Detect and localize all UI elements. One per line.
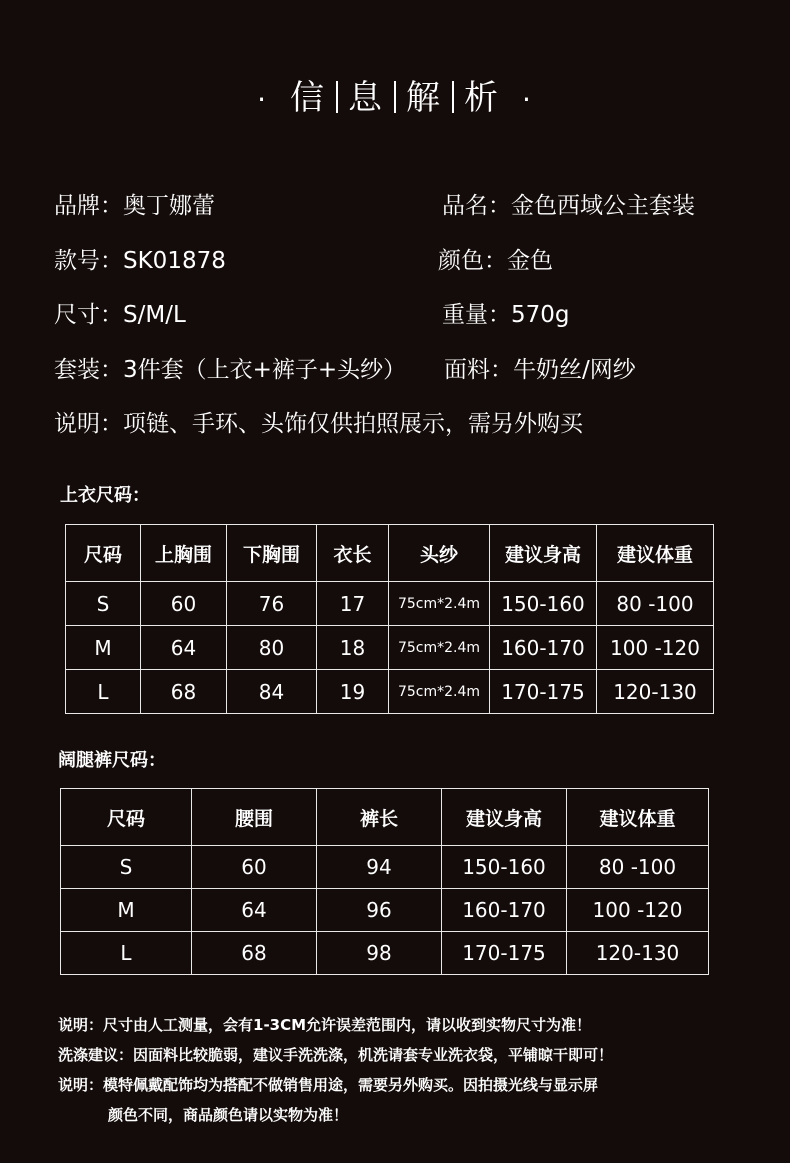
header-cell: 下胸围: [227, 525, 317, 582]
table-header-row: [66, 525, 714, 582]
table-cell: M: [66, 626, 141, 670]
header-cell: 建议体重: [597, 525, 714, 582]
table-cell: 60: [141, 582, 227, 626]
table-cell: 160-170: [490, 626, 597, 670]
note-color: 颜色不同，商品颜色请以实物为准！: [108, 1106, 349, 1124]
title-dot-left: ·: [257, 83, 268, 116]
info-weight: 重量：570g: [442, 302, 570, 328]
header-cell: 上胸围: [141, 525, 227, 582]
table-cell: L: [66, 670, 141, 714]
top-size-table: [65, 524, 714, 714]
header-cell: 尺码: [66, 525, 141, 582]
note-accessories: 说明：模特佩戴配饰均为搭配不做销售用途，需要另外购买。因拍摄光线与显示屏: [58, 1076, 599, 1094]
table-cell: S: [66, 582, 141, 626]
table-cell: 96: [317, 889, 442, 932]
table-cell: 170-175: [490, 670, 597, 714]
note-measurement: 说明：尺寸由人工测量，会有1-3CM允许误差范围内，请以收到实物尺寸为准！: [58, 1016, 592, 1034]
info-fabric: 面料：牛奶丝/网纱: [444, 357, 636, 383]
table-cell: 94: [317, 846, 442, 889]
info-model: 款号：SK01878: [54, 248, 226, 274]
table-row: [66, 626, 714, 670]
table-row: [61, 889, 709, 932]
table-cell: 19: [317, 670, 389, 714]
table-cell: 60: [192, 846, 317, 889]
header-cell: 尺码: [61, 789, 192, 846]
title-char-3: 解: [406, 78, 442, 118]
title-char-2: 息: [348, 78, 384, 118]
table-cell: 64: [192, 889, 317, 932]
table-cell: 75cm*2.4m: [389, 670, 490, 714]
title-dot-right: ·: [522, 83, 533, 116]
pants-size-label: 阔腿裤尺码：: [58, 750, 166, 771]
table-cell: L: [61, 932, 192, 975]
table-row: [66, 670, 714, 714]
table-cell: 170-175: [442, 932, 567, 975]
table-cell: 75cm*2.4m: [389, 626, 490, 670]
table-cell: 160-170: [442, 889, 567, 932]
table-cell: 150-160: [490, 582, 597, 626]
table-cell: 84: [227, 670, 317, 714]
table-cell: 68: [192, 932, 317, 975]
info-note: 说明：项链、手环、头饰仅供拍照展示，需另外购买: [54, 411, 583, 437]
info-color: 颜色：金色: [438, 248, 553, 274]
header-cell: 衣长: [317, 525, 389, 582]
table-cell: 18: [317, 626, 389, 670]
pants-size-table: [60, 788, 709, 975]
table-cell: 100 -120: [567, 889, 709, 932]
title-char-1: 信: [290, 78, 326, 118]
table-cell: 68: [141, 670, 227, 714]
top-size-label: 上衣尺码：: [60, 485, 150, 506]
title-char-4: 析: [464, 78, 500, 118]
title-divider: [394, 81, 396, 113]
page-title: [0, 70, 790, 119]
table-row: [61, 932, 709, 975]
table-cell: S: [61, 846, 192, 889]
header-cell: 建议体重: [567, 789, 709, 846]
table-cell: 80 -100: [597, 582, 714, 626]
table-cell: 17: [317, 582, 389, 626]
table-cell: 80: [227, 626, 317, 670]
table-cell: 120-130: [567, 932, 709, 975]
table-cell: M: [61, 889, 192, 932]
note-washing: 洗涤建议：因面料比较脆弱，建议手洗洗涤，机洗请套专业洗衣袋，平铺晾干即可！: [58, 1046, 614, 1064]
info-product-name: 品名：金色西域公主套装: [442, 193, 695, 219]
header-cell: 头纱: [389, 525, 490, 582]
title-divider: [336, 81, 338, 113]
info-size: 尺寸：S/M/L: [54, 302, 186, 328]
info-brand: 品牌：奥丁娜蕾: [54, 193, 215, 219]
table-cell: 80 -100: [567, 846, 709, 889]
header-cell: 建议身高: [490, 525, 597, 582]
table-row: [61, 846, 709, 889]
table-cell: 120-130: [597, 670, 714, 714]
table-row: [66, 582, 714, 626]
title-divider: [452, 81, 454, 113]
header-cell: 建议身高: [442, 789, 567, 846]
table-cell: 150-160: [442, 846, 567, 889]
table-cell: 64: [141, 626, 227, 670]
table-cell: 98: [317, 932, 442, 975]
table-cell: 100 -120: [597, 626, 714, 670]
header-cell: 腰围: [192, 789, 317, 846]
info-set: 套装：3件套（上衣+裤子+头纱）: [54, 357, 407, 383]
table-cell: 75cm*2.4m: [389, 582, 490, 626]
table-cell: 76: [227, 582, 317, 626]
table-header-row: [61, 789, 709, 846]
header-cell: 裤长: [317, 789, 442, 846]
